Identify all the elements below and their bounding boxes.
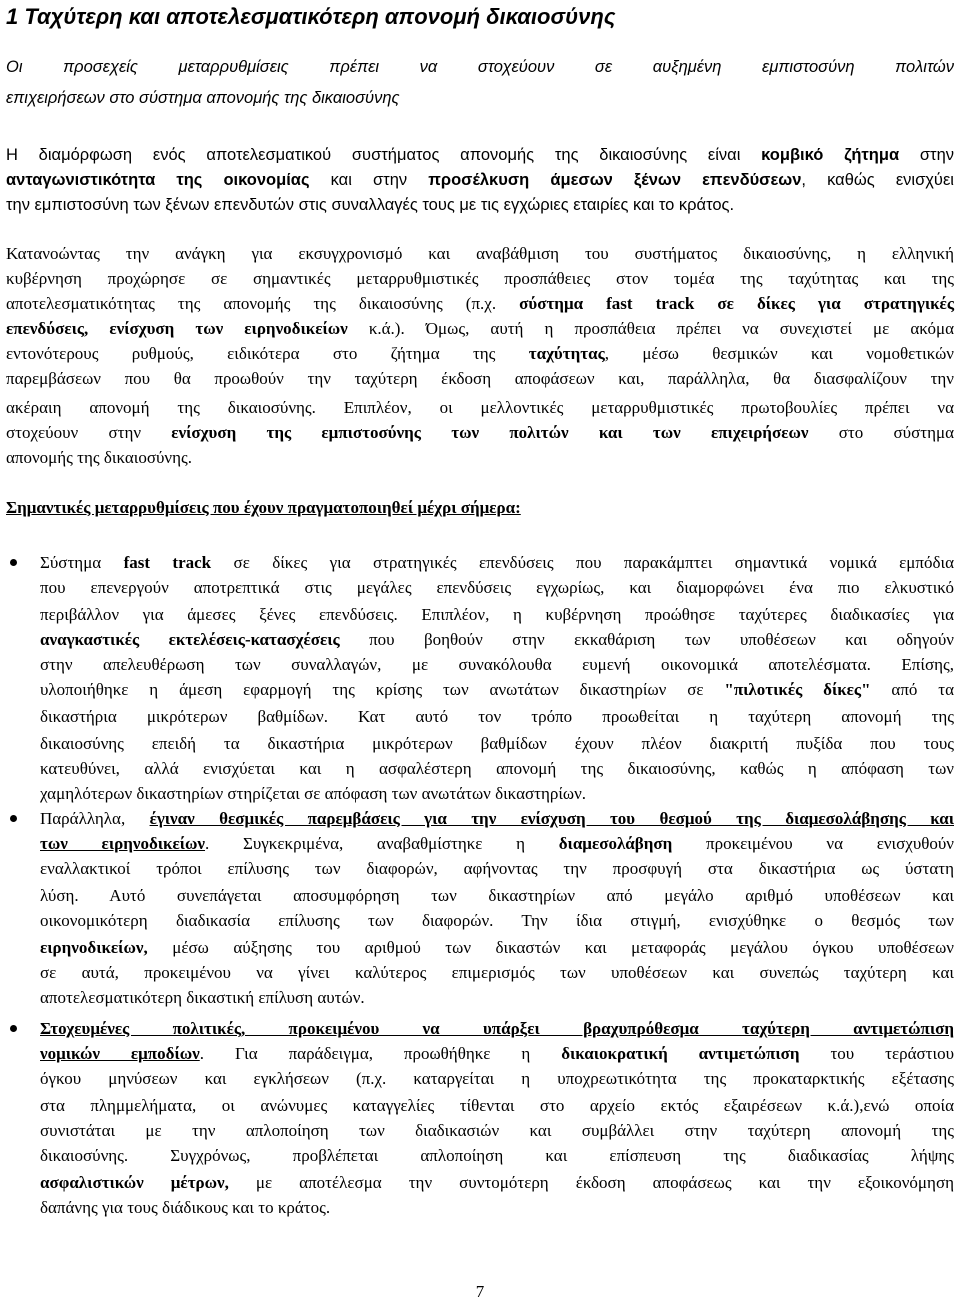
paragraph-line <box>6 292 954 316</box>
paragraph-line <box>6 421 954 445</box>
bullet-line <box>40 857 954 881</box>
text-run: , μέσω θεσμικών και νομοθετικών <box>604 344 954 363</box>
bullet-line <box>40 1144 954 1168</box>
text-run: κ.ά.). Όμως, αυτή η προσπάθεια πρέπει να συνεχιστεί με ακόμα <box>347 319 954 338</box>
bullet-line <box>40 909 954 933</box>
text-run: στην απελευθέρωση των συναλλαγών, με συνακόλουθα ευμενή οικονομικά αποτελέσματα. Επίσης, <box>40 655 954 674</box>
text-run: έγιναν θεσμικές παρεμβάσεις για την ενίσχυση του θεσμού της διαμεσολάβησης και <box>149 809 954 828</box>
bullet-line <box>40 551 954 575</box>
text-run: ενίσχυση της εμπιστοσύνης των πολιτών και των επιχειρήσεων <box>171 423 809 442</box>
bullet-line <box>40 1119 954 1143</box>
intro-line <box>6 86 954 110</box>
text-run: παρεμβάσεων που θα προωθούν την ταχύτερη έκδοση αποφάσεων και, παράλληλα, θα διασφαλίζουν την <box>6 369 954 388</box>
paragraph-line <box>6 317 954 341</box>
bullet-marker <box>10 1025 17 1032</box>
text-run: δικαιοσύνης επειδή τα δικαστήρια μικρότερων βαθμίδων έχουν πλέον διακριτή πυξίδα που τους <box>40 734 954 753</box>
page-number: 7 <box>475 1282 485 1301</box>
text-run: που επενεργούν αποτρεπτικά στις μεγάλες επενδύσεις εγχωρίως, και διαμορφώνει ένα πιο ελκυστικό <box>40 578 954 597</box>
text-run: με αποτέλεσμα την συντομότερη έκδοση αποφάσεως και την εξοικονόμηση <box>228 1173 954 1192</box>
text-run: , καθώς ενισχύει <box>801 171 954 189</box>
text-run: ασφαλιστικών μέτρων, <box>40 1173 229 1192</box>
text-run: εναλλακτικοί τρόποι επίλυσης των διαφορών, αφήνοντας την προσφυγή στα δικαστήρια ως ύστατη <box>40 859 954 878</box>
bullet-marker <box>10 815 17 822</box>
bullet-line <box>40 628 954 652</box>
text-run: Κατανοώντας την ανάγκη για εκσυγχρονισμό και αναβάθμιση του συστήματος δικαιοσύνης, η ελληνική <box>6 244 954 263</box>
bullet-line <box>40 1067 954 1091</box>
bullet-line <box>40 757 954 781</box>
bullet-line <box>40 603 954 627</box>
section-heading: 1 Ταχύτερη και αποτελεσματικότερη απονομή δικαιοσύνης <box>6 4 616 29</box>
bullet-line <box>40 936 954 960</box>
text-run: των ειρηνοδικείων <box>40 834 206 853</box>
text-run: που βοηθούν στην εκκαθάριση των υποθέσεων και οδηγούν <box>339 630 954 649</box>
paragraph-line <box>6 267 954 291</box>
paragraph-line <box>6 396 954 420</box>
text-run: κατευθύνει, αλλά ενισχύεται και η ασφαλέστερη απονομή της δικαιοσύνης, καθώς η απόφαση των <box>40 759 954 778</box>
text-run: διαμεσολάβηση <box>558 834 673 853</box>
paragraph-line <box>6 342 954 366</box>
text-run: συνιστάται με την απλοποίηση των διαδικασιών και συμβάλλει στην ταχύτερη απονομή της <box>40 1121 954 1140</box>
text-run: αποτελεσματικότητας της απονομής της δικαιοσύνης (π.χ. <box>6 294 520 313</box>
text-run: ταχύτητας <box>528 344 605 363</box>
text-run: σε δίκες για στρατηγικές επενδύσεις που παρακάμπτει σημαντικά νομικά εμπόδια <box>211 553 954 572</box>
paragraph-line <box>6 193 954 217</box>
text-run: Παράλληλα, <box>40 809 150 828</box>
text-run: επιχειρήσεων στο σύστημα απονομής της δικαιοσύνης <box>6 89 400 107</box>
text-run: δικαστήρια μικρότερων βαθμίδων. Κατ αυτό τον τρόπο προωθείται η ταχύτερη απονομή της <box>40 707 954 726</box>
bullet-line <box>40 705 954 729</box>
text-run: δικαιοσύνης. Συγχρόνως, προβλέπεται απλοποίηση και επίσπευση της διαδικασίας λήψης <box>40 1146 954 1165</box>
text-run: στα πλημμελήματα, οι ανώνυμες καταγγελίες τίθενται στο αρχείο εκτός εξαιρέσεων κ.ά.),ενώ οποία <box>40 1096 954 1115</box>
text-run: εντονότερους ρυθμούς, ειδικότερα στο ζήτημα της <box>6 344 529 363</box>
text-run: . Συγκεκριμένα, αναβαθμίστηκε η <box>205 834 559 853</box>
text-run: Στοχευμένες πολιτικές, προκειμένου να υπάρξει βραχυπρόθεσμα ταχύτερη αντιμετώπιση <box>40 1019 954 1038</box>
bullet-line <box>40 1042 954 1066</box>
paragraph-line <box>6 242 954 266</box>
subsection-heading <box>6 496 954 520</box>
text-run: από τα <box>870 680 955 699</box>
bullet-marker <box>10 559 17 566</box>
bullet-line <box>40 732 954 756</box>
bullet-line <box>40 1017 954 1041</box>
text-run: ανταγωνιστικότητα της οικονομίας <box>6 171 310 189</box>
text-run: ειρηνοδικείων, <box>40 938 148 957</box>
text-run: . Για παράδειγμα, προωθήθηκε η <box>199 1044 562 1063</box>
bullet-line <box>40 884 954 908</box>
paragraph-line <box>6 446 954 470</box>
intro-line <box>6 55 954 79</box>
text-run: περιβάλλον για άμεσες ξένες επενδύσεις. Επιπλέον, η κυβέρνηση προώθησε ταχύτερες διαδικασίες για <box>40 605 954 624</box>
bullet-line <box>40 653 954 677</box>
bullet-line <box>40 782 954 806</box>
text-run: λύση. Αυτό συνεπάγεται αποσυμφόρηση των δικαστηρίων από μεγάλο αριθμό υποθέσεων και <box>40 886 954 905</box>
paragraph-line <box>6 143 954 167</box>
bullet-line <box>40 832 954 856</box>
text-run: στο σύστημα <box>808 423 954 442</box>
text-run: χαμηλότερων δικαστηρίων στηρίζεται σε απόφαση των ανωτάτων δικαστηρίων. <box>40 784 587 803</box>
text-run: Σημαντικές μεταρρυθμίσεις που έχουν πραγματοποιηθεί μέχρι σήμερα: <box>6 498 521 517</box>
text-run: όγκου μηνύσεων και εγκλήσεων (π.χ. καταργείται η υποχρεωτικότητα της προκαταρκτικής εξέτασης <box>40 1069 954 1088</box>
text-run: Η διαμόρφωση ενός αποτελεσματικού συστήματος απονομής της δικαιοσύνης είναι <box>6 146 762 164</box>
bullet-line <box>40 1094 954 1118</box>
text-run: οικονομικότερη διαδικασία επίλυσης των διαφορών. Την ίδια στιγμή, ενισχύθηκε ο θεσμός των <box>40 911 954 930</box>
text-run: στοχεύουν στην <box>6 423 172 442</box>
text-run: fast track <box>123 553 212 572</box>
text-run: αναγκαστικές εκτελέσεις-κατασχέσεις <box>40 630 340 649</box>
bullet-line <box>40 986 954 1010</box>
text-run: την εμπιστοσύνη των ξένων επενδυτών στις συναλλαγές τους με τις εγχώριες εταιρίες και το κράτος. <box>6 196 735 214</box>
text-run: και στην <box>309 171 429 189</box>
text-run: σύστημα fast track σε δίκες για στρατηγικές <box>519 294 954 313</box>
text-run: δικαιοκρατική αντιμετώπιση <box>561 1044 800 1063</box>
paragraph-line <box>6 168 954 192</box>
text-run: στην <box>899 146 955 164</box>
text-run: του τεράστιου <box>799 1044 954 1063</box>
text-run: σε αυτά, προκειμένου να γίνει καλύτερος επιμερισμός των υποθέσεων και συνεπώς ταχύτερη και <box>40 963 954 982</box>
text-run: "πιλοτικές δίκες" <box>724 680 871 699</box>
text-run: απονομής της δικαιοσύνης. <box>6 448 192 467</box>
bullet-line <box>40 1196 954 1220</box>
text-run: ακέραιη απονομή της δικαιοσύνης. Επιπλέον, οι μελλοντικές μεταρρυθμιστικές πρωτοβουλίες πρέπει να <box>6 398 954 417</box>
text-run: προκειμένου να ενισχυθούν <box>672 834 954 853</box>
paragraph-line <box>6 367 954 391</box>
text-run: επενδύσεις, ενίσχυση των ειρηνοδικείων <box>6 319 348 338</box>
text-run: προσέλκυση άμεσων ξένων επενδύσεων <box>428 171 802 189</box>
bullet-line <box>40 807 954 831</box>
text-run: Σύστημα <box>40 553 124 572</box>
bullet-line <box>40 678 954 702</box>
text-run: μέσω αύξησης του αριθμού των δικαστών και μεταφοράς μεγάλου όγκου υποθέσεων <box>147 938 954 957</box>
text-run: υλοποιήθηκε η άμεση εφαρμογή της κρίσης των ανωτάτων δικαστηρίων σε <box>40 680 725 699</box>
text-run: Οι προσεχείς μεταρρυθμίσεις πρέπει να στοχεύουν σε αυξημένη εμπιστοσύνη πολιτών <box>6 58 954 76</box>
text-run: κομβικό ζήτημα <box>761 146 900 164</box>
text-run: νομικών εμποδίων <box>40 1044 200 1063</box>
text-run: αποτελεσματικότερη δικαστική επίλυση αυτών. <box>40 988 365 1007</box>
text-run: δαπάνης για τους διάδικους και το κράτος. <box>40 1198 331 1217</box>
bullet-line <box>40 576 954 600</box>
text-run: κυβέρνηση προχώρησε σε σημαντικές μεταρρυθμιστικές προσπάθειες στον τομέα της ταχύτητας και της <box>6 269 954 288</box>
bullet-line <box>40 961 954 985</box>
bullet-line <box>40 1171 954 1195</box>
